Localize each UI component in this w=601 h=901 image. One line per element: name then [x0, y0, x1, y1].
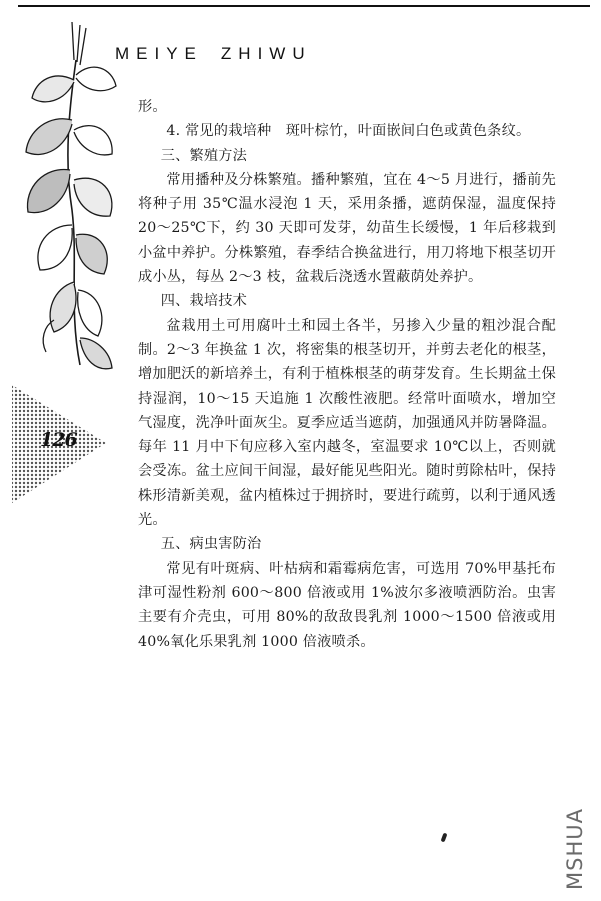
page-number: 126 [40, 429, 77, 451]
running-head-right: ZHIWU [220, 44, 312, 63]
top-rule [18, 5, 590, 7]
section-heading-pest-control: 五、病虫害防治 [160, 536, 262, 553]
paragraph-cultivation: 盆栽用土可用腐叶土和园土各半，另掺入少量的粗沙混合配制。2～3 年换盆 1 次，将密集的根茎切开，并剪去老化的根茎，增加肥沃的新培养土，有利于植株根茎的萌芽发育。生长期盆土保持湿润，10～15 天追施 1 次酸性液肥。经常叶面喷水，增加空气湿度，洗净叶面灰尘。夏季应适当遮荫，加强通风并防暑降温。每年 11 月中下旬应移入室内越冬，室温要求 10℃以上，否则就会受冻。盆土应间干间湿，最好能见些阳光。随时剪除枯叶，保持株形清新美观，盆内植株过于拥挤时，要进行疏剪，以利于通风透光。 [138, 317, 556, 529]
paragraph-pest-control: 常见有叶斑病、叶枯病和霜霉病危害，可选用 70%甲基托布津可湿性粉剂 600～800 倍液或用 1%波尔多液喷洒防治。虫害主要有介壳虫，可用 80%的敌敌畏乳剂 1000～1500 倍液或用 40%氧化乐果乳剂 1000 倍液喷杀。 [138, 560, 556, 650]
running-head [115, 44, 312, 64]
body-text [138, 95, 556, 654]
section-heading-propagation: 三、繁殖方法 [160, 147, 248, 164]
plant-vine-ornament-icon [14, 20, 124, 375]
paragraph-cultivars: 4. 常见的栽培种 斑叶棕竹，叶面嵌间白色或黄色条纹。 [166, 123, 531, 140]
watermark: MSHUA [563, 808, 587, 890]
section-heading-cultivation: 四、栽培技术 [160, 293, 248, 310]
paragraph-propagation: 常用播种及分株繁殖。播种繁殖，宜在 4～5 月进行，播前先将种子用 35℃温水浸泡 1 天，采用条播，遮荫保湿，温度保持 20～25℃下，约 30 天即可发芽，幼苗生长缓慢，1 年后移栽到小盆中养护。分株繁殖，春季结合换盆进行，用刀将地下根茎切开成小丛，每丛 2～3 枝，盆栽后浇透水置蔽荫处养护。 [138, 171, 556, 286]
paragraph-continuation: 形。 [138, 99, 167, 115]
running-head-left: MEIYE [115, 44, 203, 63]
stray-ink-mark [441, 833, 448, 843]
